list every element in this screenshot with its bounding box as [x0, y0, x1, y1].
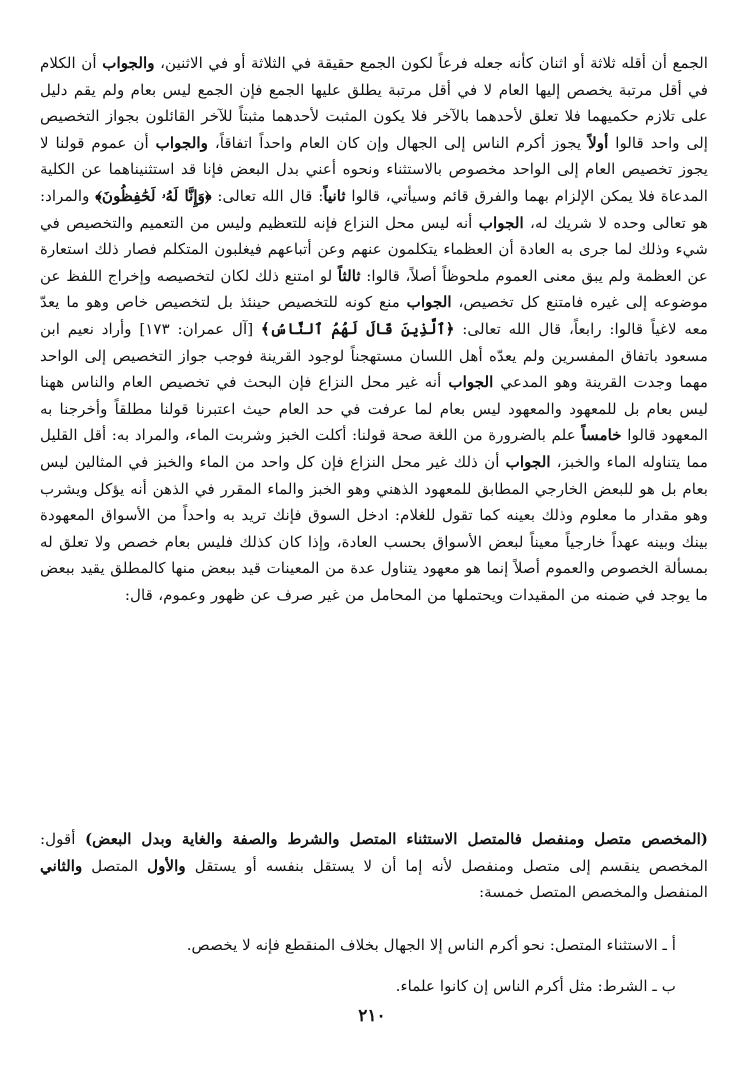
text-run: أن عموم قولنا لا يجوز تخصيص العام إلى الواحد مخصوص بالاستثناء ونحوه أعني بدل البعض فإنا قد استثنيناهما عن الكلية المدعاة فلا يمكن الإلزام بهما والفرق قائم وسيأتي، قالوا [40, 133, 708, 205]
text-run: لو امتنع ذلك لكان لتخصيصه وإخراج اللفظ عن موضوعه إلى غيره فامتنع كل تخصيص، [40, 266, 708, 312]
bold-term: الجواب [448, 373, 494, 392]
bold-term: ثانياً [323, 186, 346, 205]
bold-term: أولاً [588, 133, 609, 152]
bold-term: والجواب [102, 54, 155, 72]
text-run: والمراد: هو تعالى وحده لا شريك له، [40, 186, 708, 232]
bold-term: ﴿ٱلَّذِينَ قَالَ لَهُمُ ٱلنَّاسُ﴾ [260, 319, 455, 338]
text-run: أنه غير محل النزاع فإن البحث في تخصيص العام والناس ههنا ليس بعام بل للمعهود والمعهود ليس بعام لما عرفت في حد العام حيث اعتبرنا قولنا مطلقاً وأخرجنا به المعهود قالوا [40, 373, 708, 445]
text-run: أقول: المخصص ينقسم إلى متصل ومنفصل لأنه إما أن لا يستقل بنفسه أو يستقل [40, 830, 708, 875]
bold-term: (المخصص متصل ومنفصل فالمتصل الاستثناء المتصل والشرط والصفة والغاية وبدل البعض) [84, 830, 708, 848]
text-run: منع كونه للتخصيص حينئذ بل لتخصيص خاص وهو ما يعدّ معه لاغياً قالوا: رابعاً، قال الله تعالى: [40, 293, 708, 338]
section-heading-paragraph [40, 826, 708, 918]
bold-term: خامساً [581, 426, 622, 445]
text-run: : قال الله تعالى: [211, 186, 324, 205]
text-run: يجوز أكرم الناس إلى الجهال وإن كان العام واحداً اتفاقاً، [207, 133, 589, 152]
text-run: المنفصل والمخصص المتصل خمسة: [479, 883, 708, 902]
main-paragraph [40, 50, 708, 822]
text-run: المتصل [82, 856, 148, 875]
text-run: الجمع أن أقله ثلاثة أو اثنان كأنه جعله فرعاً لكون الجمع حقيقة في الثلاثة أو في الاثنين، [154, 54, 708, 72]
bold-term: الجواب [406, 293, 452, 312]
bold-term: ﴿وَإِنَّا لَهُۥ لَحَٰفِظُونَ﴾ [95, 186, 212, 205]
bold-term: والجواب [155, 133, 208, 152]
list-item-conditional-exception: أ ـ الاستثناء المتصل: نحو أكرم الناس إلا الجهال بخلاف المنقطع فإنه لا يخصص. [186, 936, 676, 954]
bold-term: الجواب [478, 213, 524, 232]
text-run: أنه ليس محل النزاع فإنه للتعظيم وليس من التعميم والتخصيص في شيء وذلك لما جرى به العادة أن العظماء يتكلمون عنهم وعن أتباعهم فيغلبون المتكلم فصار ذلك استعارة عن العظمة ولم يبق معنى العموم ملحوظاً أصلاً، قالوا: [40, 213, 708, 285]
bold-term: ثالثاً [337, 266, 361, 285]
text-run: أن ذلك غير محل النزاع فإن كل واحد من الماء والخبز في المثالين ليس بعام بل هو للبعض الخارجي المطابق للمعهود الذهني وهو الخبز والماء المقرر في الذهن أنه يؤكل ويشرب وهو مقدار ما معلوم وذلك بعينه كما تقول للغلام: ادخل السوق فإنك تريد به واحداً من الأسواق المعهودة بينك وبينه عهداً خارجياً معيناً لبعض الأسواق بحسب العادة، وإذا كان كذلك فليس بعام خصص ولا تعلق له بمسألة الخصوص والعموم أصلاً إنما هو معهود يتناول عدة من المعينات قيد ببعض منها كالمطلق يقيد ببعض ما يوجد في ضمنه من المقيدات ويحتملها من المحامل من غير صرف عن ظهور وعموم، قال: [40, 452, 708, 604]
text-run: علم بالضرورة من اللغة صحة قولنا: أكلت الخبز وشربت الماء، والمراد به: أقل القليل مما يتناوله الماء والخبز، [40, 426, 708, 471]
list-item-condition: ب ـ الشرط: مثل أكرم الناس إن كانوا علماء. [395, 976, 676, 995]
bold-term: والثاني [40, 856, 83, 875]
text-run: [آل عمران: ١٧٣] وأراد نعيم ابن مسعود باتفاق المفسرين ولم يعدّه أهل اللسان مستهجناً لوجود القرينة فوجب جواز التخصيص إلى الواحد مهما وجدت القرينة وهو المدعي [40, 319, 708, 392]
text-run: أن الكلام في أقل مرتبة يخصص إليها العام لا في أقل مرتبة يطلق عليها الجمع فإن الجمع ليس بعام ولم يقم دليل على تلازم حكميهما فلا تعلق لأحدهما بالآخر فلا يكون المثبت لأحدهما مثبتاً للآخر القائلون بجواز التخصيص إلى واحد قالوا [40, 54, 708, 152]
bold-term: والأول [147, 856, 186, 875]
bold-term: الجواب [505, 452, 551, 471]
page-number: ٢١٠ [358, 1006, 386, 1026]
